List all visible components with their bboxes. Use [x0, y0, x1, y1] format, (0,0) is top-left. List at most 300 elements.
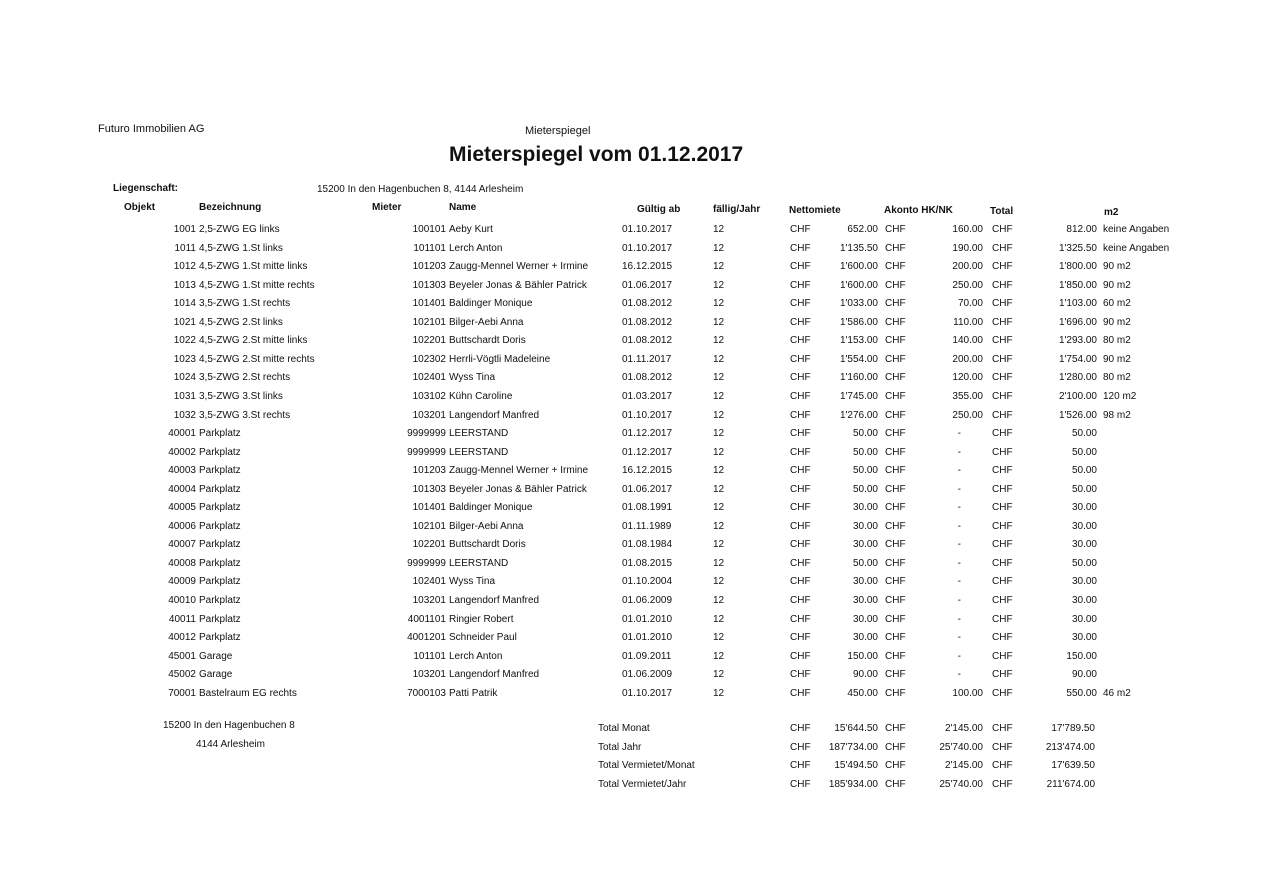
cell-date: 01.08.1991 [622, 502, 673, 514]
cell-c2: CHF [885, 353, 906, 365]
cell-obj: 40012 [168, 632, 196, 644]
cell-obj: 40001 [168, 428, 196, 440]
cell-mieter: 9999999 [407, 446, 446, 458]
cell-m2: 120 m2 [1103, 390, 1137, 402]
cell-c3: CHF [992, 224, 1013, 235]
cell-c2: CHF [885, 502, 906, 514]
cell-akonto: 250.00 [952, 279, 983, 291]
table-row [0, 447, 1263, 459]
cell-c1: CHF [790, 428, 811, 440]
total-c1: CHF [790, 741, 811, 753]
cell-mieter: 101303 [412, 279, 446, 291]
cell-mieter: 101101 [413, 242, 446, 254]
cell-f: 12 [713, 224, 725, 235]
cell-f: 12 [713, 483, 725, 495]
cell-bez: Parkplatz [199, 483, 241, 495]
cell-date: 01.08.1984 [622, 539, 673, 551]
cell-name: Langendorf Manfred [449, 595, 540, 606]
table-row [0, 428, 1263, 440]
cell-akonto: - [957, 557, 961, 569]
cell-c2: CHF [885, 465, 906, 477]
cell-name: Baldinger Monique [449, 502, 533, 514]
cell-mieter: 101101 [413, 650, 446, 662]
cell-total: 550.00 [1066, 687, 1097, 699]
cell-date: 01.08.2012 [622, 335, 673, 347]
cell-total: 1'526.00 [1058, 409, 1097, 421]
table-row [0, 410, 1263, 422]
cell-total: 30.00 [1071, 613, 1097, 625]
cell-total: 30.00 [1071, 502, 1097, 514]
cell-bez: 3,5-ZWG 2.St rechts [199, 372, 291, 384]
cell-netto: 1'600.00 [839, 279, 878, 291]
cell-bez: Parkplatz [199, 576, 241, 588]
cell-c2: CHF [885, 409, 906, 421]
total-netto: 185'934.00 [828, 778, 878, 790]
cell-total: 1'850.00 [1058, 279, 1097, 291]
cell-c3: CHF [992, 298, 1013, 310]
cell-bez: Parkplatz [199, 539, 241, 551]
property-value: 15200 In den Hagenbuchen 8, 4144 Arlesheim [317, 184, 524, 195]
cell-netto: 50.00 [852, 428, 878, 440]
cell-c3: CHF [992, 261, 1013, 273]
cell-netto: 1'153.00 [839, 335, 878, 347]
cell-bez: 3,5-ZWG 3.St links [199, 390, 283, 402]
cell-name: Buttschardt Doris [449, 335, 526, 347]
cell-f: 12 [713, 335, 725, 347]
cell-bez: 4,5-ZWG 1.St links [199, 242, 283, 254]
cell-c1: CHF [790, 242, 811, 254]
cell-f: 12 [713, 409, 725, 421]
cell-obj: 1021 [173, 316, 196, 328]
cell-total: 90.00 [1071, 669, 1097, 681]
total-akonto: 2'145.00 [944, 760, 983, 771]
cell-c2: CHF [885, 613, 906, 625]
cell-obj: 1031 [173, 390, 196, 402]
cell-f: 12 [713, 576, 725, 588]
cell-mieter: 102201 [412, 335, 446, 347]
cell-akonto: - [957, 595, 961, 606]
cell-c3: CHF [992, 502, 1013, 514]
cell-mieter: 4001201 [407, 632, 446, 644]
total-akonto: 25'740.00 [939, 778, 983, 790]
cell-date: 01.01.2010 [622, 613, 673, 625]
total-total: 17'789.50 [1051, 723, 1095, 734]
cell-akonto: 190.00 [952, 242, 983, 254]
cell-mieter: 102201 [412, 539, 446, 551]
cell-date: 01.10.2004 [622, 576, 673, 588]
cell-mieter: 101401 [412, 298, 446, 310]
cell-netto: 30.00 [852, 613, 878, 625]
cell-bez: Parkplatz [199, 520, 241, 532]
col-m2: m2 [1104, 207, 1119, 218]
cell-mieter: 102101 [412, 520, 446, 532]
total-c1: CHF [790, 760, 811, 771]
cell-mieter: 103102 [412, 390, 446, 402]
cell-c1: CHF [790, 502, 811, 514]
table-row [0, 502, 1263, 514]
cell-f: 12 [713, 390, 725, 402]
cell-date: 01.03.2017 [622, 390, 673, 402]
cell-total: 150.00 [1066, 650, 1097, 662]
cell-name: LEERSTAND [449, 428, 509, 440]
cell-c1: CHF [790, 465, 811, 477]
cell-total: 1'103.00 [1058, 298, 1097, 310]
total-c2: CHF [885, 723, 906, 734]
table-row [0, 317, 1263, 329]
cell-c1: CHF [790, 687, 811, 699]
totals-row [0, 779, 1263, 791]
cell-total: 1'293.00 [1058, 335, 1097, 347]
cell-date: 16.12.2015 [622, 465, 673, 477]
cell-bez: Garage [199, 669, 233, 681]
cell-bez: Parkplatz [199, 502, 241, 514]
cell-c2: CHF [885, 298, 906, 310]
table-row [0, 595, 1263, 607]
cell-name: Aeby Kurt [449, 224, 493, 235]
cell-date: 01.12.2017 [622, 446, 673, 458]
cell-netto: 30.00 [852, 520, 878, 532]
cell-netto: 1'276.00 [839, 409, 878, 421]
cell-mieter: 101203 [412, 261, 446, 273]
cell-c1: CHF [790, 390, 811, 402]
cell-mieter: 101303 [412, 483, 446, 495]
total-label: Total Vermietet/Monat [598, 760, 695, 771]
cell-bez: Parkplatz [199, 613, 241, 625]
col-objekt: Objekt [124, 202, 156, 213]
cell-date: 01.08.2012 [622, 372, 673, 384]
cell-bez: Parkplatz [199, 632, 241, 644]
cell-c1: CHF [790, 595, 811, 606]
cell-c2: CHF [885, 483, 906, 495]
cell-akonto: - [957, 520, 961, 532]
cell-c1: CHF [790, 224, 811, 235]
cell-date: 01.06.2009 [622, 669, 673, 681]
cell-c3: CHF [992, 465, 1013, 477]
cell-akonto: - [957, 650, 961, 662]
cell-netto: 50.00 [852, 465, 878, 477]
cell-date: 01.12.2017 [622, 428, 673, 440]
cell-akonto: - [957, 465, 961, 477]
property-label: Liegenschaft: [113, 183, 179, 194]
cell-name: Buttschardt Doris [449, 539, 526, 551]
footer-address-line1: 15200 In den Hagenbuchen 8 [163, 720, 295, 731]
table-row [0, 539, 1263, 551]
cell-c2: CHF [885, 650, 906, 662]
cell-c1: CHF [790, 353, 811, 365]
cell-netto: 1'745.00 [839, 390, 878, 402]
cell-c1: CHF [790, 261, 811, 273]
cell-akonto: 160.00 [952, 224, 983, 235]
cell-total: 812.00 [1066, 224, 1097, 235]
cell-c2: CHF [885, 557, 906, 569]
total-c3: CHF [992, 723, 1013, 734]
table-row [0, 558, 1263, 570]
cell-obj: 45002 [168, 669, 196, 681]
cell-f: 12 [713, 557, 725, 569]
cell-c1: CHF [790, 372, 811, 384]
cell-c3: CHF [992, 279, 1013, 291]
table-row [0, 280, 1263, 292]
company-name: Futuro Immobilien AG [98, 123, 205, 135]
cell-akonto: 355.00 [952, 390, 983, 402]
cell-c3: CHF [992, 687, 1013, 699]
cell-obj: 40011 [168, 613, 196, 625]
cell-name: Zaugg-Mennel Werner + Irmine [449, 465, 589, 477]
table-row [0, 576, 1263, 588]
cell-f: 12 [713, 298, 725, 310]
cell-name: Bilger-Aebi Anna [449, 316, 524, 328]
cell-c1: CHF [790, 409, 811, 421]
cell-total: 2'100.00 [1058, 390, 1097, 402]
cell-f: 12 [713, 372, 725, 384]
cell-netto: 1'586.00 [839, 316, 878, 328]
cell-name: Langendorf Manfred [449, 669, 540, 681]
total-label: Total Vermietet/Jahr [598, 778, 687, 790]
cell-c2: CHF [885, 261, 906, 273]
cell-c2: CHF [885, 539, 906, 551]
total-total: 213'474.00 [1045, 741, 1095, 753]
cell-f: 12 [713, 539, 725, 551]
total-netto: 15'644.50 [834, 723, 878, 734]
cell-total: 1'325.50 [1058, 242, 1097, 254]
cell-bez: Parkplatz [199, 446, 241, 458]
cell-obj: 40007 [168, 539, 196, 551]
cell-total: 30.00 [1071, 576, 1097, 588]
cell-akonto: - [957, 502, 961, 514]
cell-akonto: 140.00 [952, 335, 983, 347]
cell-name: Lerch Anton [449, 650, 503, 662]
table-row [0, 298, 1263, 310]
cell-c1: CHF [790, 483, 811, 495]
cell-total: 1'696.00 [1058, 316, 1097, 328]
cell-name: Wyss Tina [449, 576, 496, 588]
cell-netto: 450.00 [847, 687, 878, 699]
cell-netto: 50.00 [852, 483, 878, 495]
cell-c1: CHF [790, 335, 811, 347]
total-total: 211'674.00 [1046, 778, 1095, 790]
cell-obj: 40006 [168, 520, 196, 532]
cell-date: 16.12.2015 [622, 261, 673, 273]
cell-akonto: 120.00 [952, 372, 983, 384]
cell-mieter: 102401 [412, 576, 446, 588]
cell-m2: 80 m2 [1103, 335, 1131, 347]
cell-akonto: - [957, 576, 961, 588]
cell-name: Beyeler Jonas & Bähler Patrick [449, 483, 587, 495]
total-label: Total Jahr [598, 741, 642, 753]
cell-mieter: 9999999 [407, 557, 446, 569]
cell-c2: CHF [885, 669, 906, 681]
cell-m2: 90 m2 [1103, 261, 1131, 273]
cell-date: 01.06.2017 [622, 279, 673, 291]
cell-m2: 90 m2 [1103, 316, 1131, 328]
col-netto: Nettomiete [789, 205, 841, 216]
cell-bez: 3,5-ZWG 3.St rechts [199, 409, 291, 421]
cell-c2: CHF [885, 595, 906, 606]
cell-c1: CHF [790, 446, 811, 458]
cell-obj: 1013 [173, 279, 196, 291]
cell-obj: 40002 [168, 446, 196, 458]
cell-m2: keine Angaben [1103, 224, 1170, 235]
report-subtitle: Mieterspiegel [525, 125, 591, 137]
cell-c1: CHF [790, 613, 811, 625]
cell-mieter: 101401 [412, 502, 446, 514]
col-bezeichnung: Bezeichnung [199, 202, 262, 213]
cell-date: 01.01.2010 [622, 632, 673, 644]
cell-c2: CHF [885, 428, 906, 440]
cell-obj: 40009 [168, 576, 196, 588]
cell-akonto: 250.00 [952, 409, 983, 421]
cell-bez: 4,5-ZWG 2.St mitte links [199, 335, 308, 347]
cell-bez: 2,5-ZWG EG links [199, 224, 280, 235]
col-total: Total [990, 206, 1014, 217]
cell-name: Schneider Paul [449, 632, 517, 644]
cell-date: 01.09.2011 [622, 650, 672, 662]
total-c2: CHF [885, 760, 906, 771]
cell-c1: CHF [790, 520, 811, 532]
cell-bez: Parkplatz [199, 557, 241, 569]
cell-c1: CHF [790, 316, 811, 328]
cell-f: 12 [713, 502, 725, 514]
cell-akonto: 100.00 [952, 687, 983, 699]
cell-c1: CHF [790, 632, 811, 644]
cell-f: 12 [713, 242, 725, 254]
cell-f: 12 [713, 613, 725, 625]
cell-netto: 1'160.00 [839, 372, 878, 384]
cell-mieter: 103201 [412, 669, 446, 681]
footer-address-line2: 4144 Arlesheim [196, 739, 265, 750]
cell-total: 50.00 [1071, 483, 1097, 495]
total-netto: 15'494.50 [834, 760, 878, 771]
cell-m2: 90 m2 [1103, 279, 1131, 291]
cell-c1: CHF [790, 539, 811, 551]
cell-bez: 3,5-ZWG 1.St rechts [199, 298, 291, 310]
cell-akonto: - [957, 446, 961, 458]
cell-c3: CHF [992, 353, 1013, 365]
cell-total: 30.00 [1071, 539, 1097, 551]
cell-f: 12 [713, 279, 725, 291]
cell-c1: CHF [790, 298, 811, 310]
col-gueltig: Gültig ab [637, 204, 681, 215]
cell-total: 1'800.00 [1058, 261, 1097, 273]
cell-akonto: - [957, 613, 961, 625]
cell-c3: CHF [992, 335, 1013, 347]
cell-c2: CHF [885, 687, 906, 699]
cell-mieter: 102101 [412, 316, 446, 328]
cell-c3: CHF [992, 446, 1013, 458]
cell-akonto: 200.00 [952, 353, 983, 365]
cell-c3: CHF [992, 539, 1013, 551]
table-row [0, 632, 1263, 644]
cell-date: 01.11.1989 [622, 520, 672, 532]
cell-c2: CHF [885, 316, 906, 328]
cell-c1: CHF [790, 557, 811, 569]
cell-akonto: - [957, 483, 961, 495]
cell-f: 12 [713, 687, 725, 699]
cell-obj: 45001 [168, 650, 196, 662]
total-c3: CHF [992, 741, 1013, 753]
cell-netto: 30.00 [852, 576, 878, 588]
cell-c1: CHF [790, 669, 811, 681]
cell-c2: CHF [885, 242, 906, 254]
cell-f: 12 [713, 465, 725, 477]
cell-akonto: - [957, 632, 961, 644]
cell-name: Kühn Caroline [449, 390, 513, 402]
cell-name: Lerch Anton [449, 242, 503, 254]
cell-obj: 1023 [173, 353, 196, 365]
table-row [0, 372, 1263, 384]
cell-netto: 1'600.00 [839, 261, 878, 273]
cell-date: 01.10.2017 [622, 687, 673, 699]
cell-c3: CHF [992, 576, 1013, 588]
cell-bez: Parkplatz [199, 595, 241, 606]
cell-f: 12 [713, 669, 725, 681]
cell-f: 12 [713, 261, 725, 273]
cell-c3: CHF [992, 409, 1013, 421]
cell-obj: 40004 [168, 483, 196, 495]
cell-c3: CHF [992, 595, 1013, 606]
totals-row [0, 742, 1263, 754]
cell-obj: 1014 [173, 298, 196, 310]
cell-bez: Bastelraum EG rechts [199, 687, 297, 699]
cell-c2: CHF [885, 520, 906, 532]
cell-total: 30.00 [1071, 520, 1097, 532]
cell-c2: CHF [885, 279, 906, 291]
table-row [0, 354, 1263, 366]
cell-f: 12 [713, 428, 725, 440]
cell-mieter: 100101 [412, 224, 446, 235]
cell-mieter: 4001101 [407, 613, 446, 625]
cell-name: Patti Patrik [449, 687, 498, 699]
cell-total: 50.00 [1071, 557, 1097, 569]
table-row [0, 335, 1263, 347]
cell-obj: 1011 [174, 242, 196, 254]
table-row [0, 391, 1263, 403]
cell-m2: 80 m2 [1103, 372, 1131, 384]
cell-name: Beyeler Jonas & Bähler Patrick [449, 279, 587, 291]
cell-name: Ringier Robert [449, 613, 514, 625]
total-akonto: 2'145.00 [944, 723, 983, 734]
cell-bez: Parkplatz [199, 465, 241, 477]
cell-m2: 60 m2 [1103, 298, 1131, 310]
cell-c1: CHF [790, 650, 811, 662]
cell-netto: 30.00 [852, 632, 878, 644]
cell-c3: CHF [992, 316, 1013, 328]
total-c1: CHF [790, 778, 811, 790]
cell-netto: 1'033.00 [839, 298, 878, 310]
total-c1: CHF [790, 723, 811, 734]
cell-c2: CHF [885, 446, 906, 458]
cell-name: LEERSTAND [449, 446, 509, 458]
cell-date: 01.11.2017 [622, 353, 672, 365]
cell-date: 01.06.2009 [622, 595, 673, 606]
cell-c1: CHF [790, 279, 811, 291]
cell-c3: CHF [992, 483, 1013, 495]
cell-obj: 40005 [168, 502, 196, 514]
cell-total: 50.00 [1071, 465, 1097, 477]
cell-total: 30.00 [1071, 595, 1097, 606]
cell-m2: keine Angaben [1103, 242, 1170, 254]
cell-netto: 30.00 [852, 539, 878, 551]
cell-c3: CHF [992, 428, 1013, 440]
total-total: 17'639.50 [1051, 760, 1095, 771]
cell-f: 12 [713, 520, 725, 532]
cell-name: Bilger-Aebi Anna [449, 520, 524, 532]
cell-mieter: 101203 [412, 465, 446, 477]
total-akonto: 25'740.00 [939, 741, 983, 753]
cell-name: Wyss Tina [449, 372, 496, 384]
cell-c2: CHF [885, 372, 906, 384]
cell-f: 12 [713, 632, 725, 644]
